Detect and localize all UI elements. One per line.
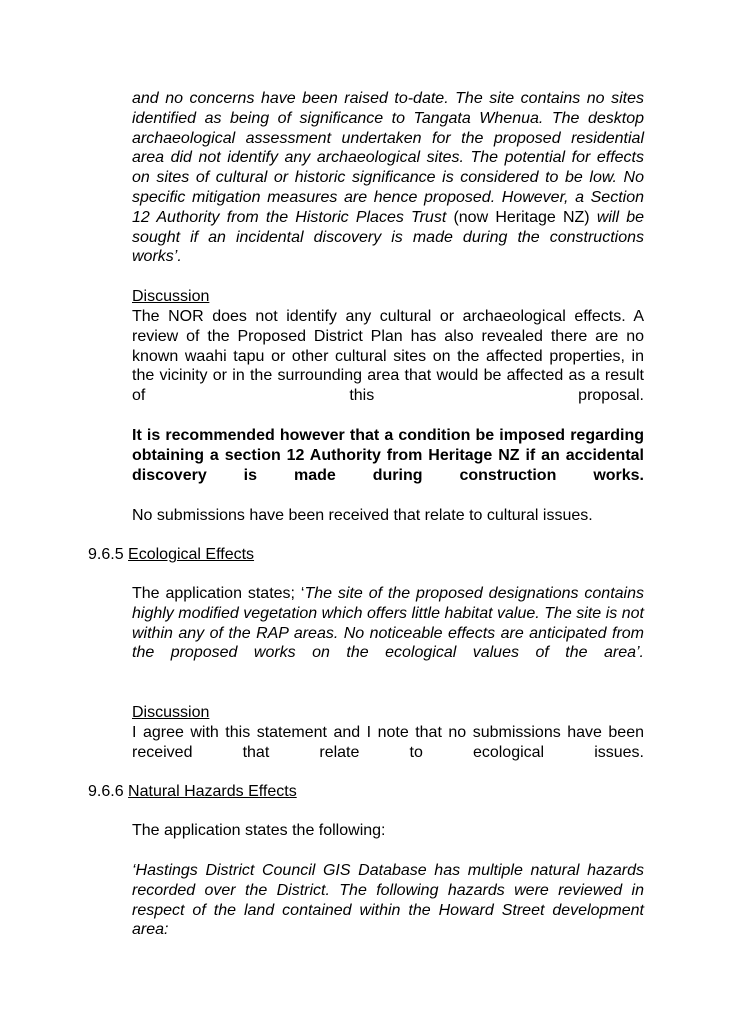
discussion-heading-1	[132, 287, 644, 307]
section-number-966: 9.6.6	[88, 783, 124, 800]
ecological-quote: The site of the proposed designations contains highly modified vegetation which offers little habitat value. The site is not within any of the RAP areas. No noticeable effects are anticipated from the proposed works on the ecological values of the area’.	[132, 585, 644, 662]
quote-part-c: will be sought if an incidental discovery is made during the constructions works’.	[132, 208, 645, 266]
no-submissions-paragraph: No submissions have been received that relate to cultural issues.	[132, 507, 593, 524]
quoted-paragraph-heritage	[132, 89, 644, 287]
discussion-label-1: Discussion	[132, 288, 210, 305]
discussion-label-2: Discussion	[132, 704, 210, 721]
recommendation-paragraph: It is recommended however that a condition be imposed regarding obtaining a section 12 Authority from Heritage NZ if an accidental discovery is made during construction works.	[132, 427, 644, 484]
ecological-quote-paragraph	[132, 584, 644, 683]
section-title-965: Ecological Effects	[128, 546, 255, 563]
quote-part-a: and no concerns have been raised to-date. The site contains no sites identified as being of significance to Tangata Whenua. The desktop archaeological assessment undertaken for the proposed residential area did not identify any archaeological sites. The potential for effects on sites of cultural or historic significance is considered to be low. No specific mitigation measures are hence proposed. However, a Section 12 Authority from the Historic Places Trust	[132, 90, 644, 226]
quote-part-b: (now Heritage NZ)	[446, 208, 597, 226]
ecological-intro: The application states; ‘	[132, 585, 305, 602]
discussion-text-2: I agree with this statement and I note that no submissions have been received that relate to ecological issues.	[132, 724, 644, 761]
section-number-965: 9.6.5	[88, 546, 124, 563]
section-title-966: Natural Hazards Effects	[128, 783, 297, 800]
discussion-text-1: The NOR does not identify any cultural or archaeological effects. A review of the Proposed District Plan has also revealed there are no known waahi tapu or other cultural sites on the affected properties, in the vicinity or in the surrounding area that would be affected as a result of this proposal.	[132, 308, 644, 405]
discussion-heading-2	[132, 703, 644, 723]
section-heading-966	[88, 782, 648, 802]
section-heading-965	[88, 545, 648, 565]
hazards-quote-paragraph: ‘Hastings District Council GIS Database has multiple natural hazards recorded over the District. The following hazards were reviewed in respect of the land contained within the Howard Street development area:	[132, 862, 644, 939]
hazards-intro: The application states the following:	[132, 822, 386, 839]
